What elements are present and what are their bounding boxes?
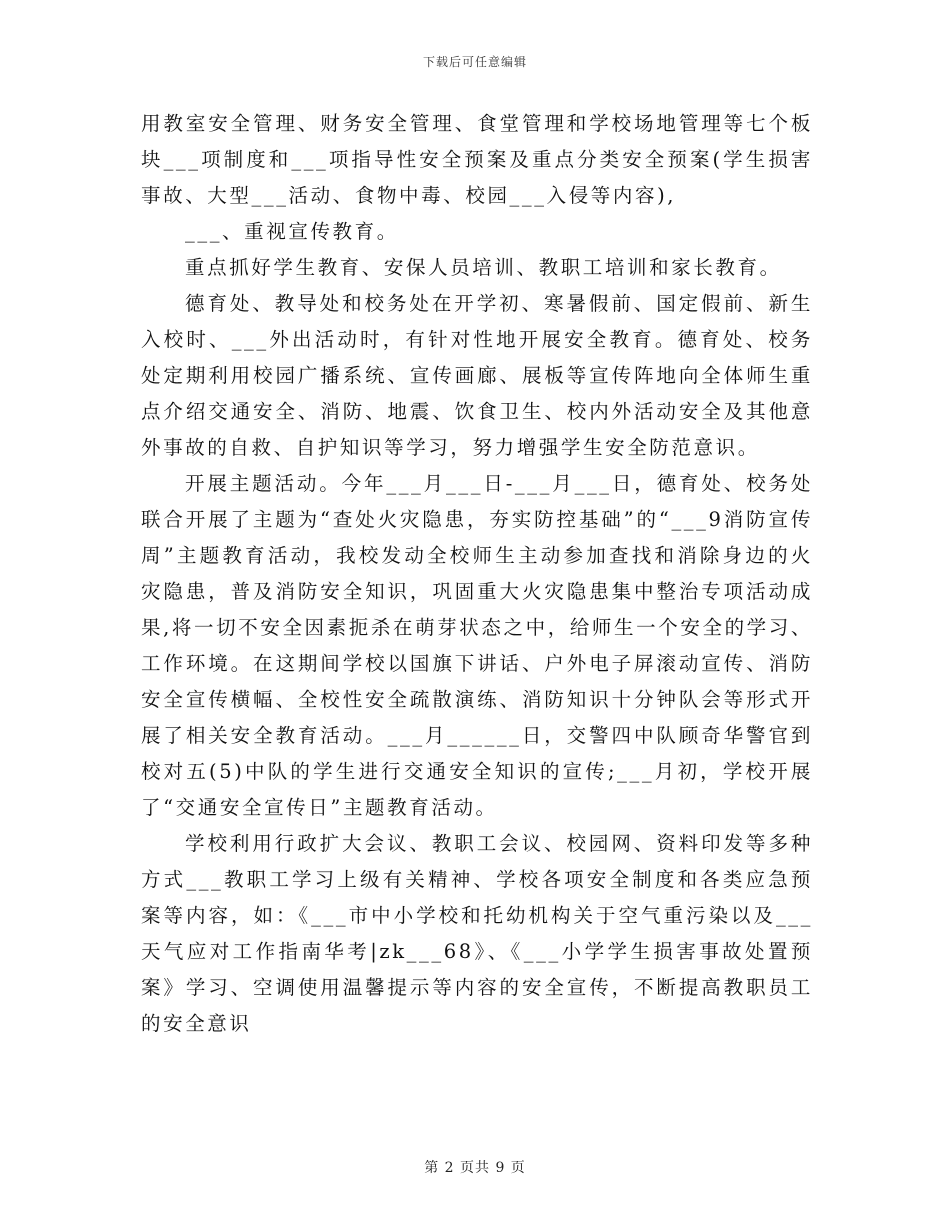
- document-body: [141, 106, 813, 1042]
- page-footer: 第 2 页共 9 页: [424, 1160, 526, 1176]
- paragraph-4: 德育处、教导处和校务处在开学初、寒暑假前、国定假前、新生入校时、___外出活动时，有针对性地开展安全教育。德育处、校务处定期利用校园广播系统、宣传画廊、展板等宣传阵地向全体师生重点介绍交通安全、消防、地震、饮食卫生、校内外活动安全及其他意外事故的自救、自护知识等学习，努力增强学生安全防范意识。: [141, 292, 813, 459]
- page-header: 下载后可任意编辑: [422, 55, 527, 69]
- paragraph-3: 重点抓好学生教育、安保人员培训、教职工培训和家长教育。: [185, 256, 782, 279]
- paragraph-1: 用教室安全管理、财务安全管理、食堂管理和学校场地管理等七个板块___项制度和___项指导性安全预案及重点分类安全预案(学生损害事故、大型___活动、食物中毒、校园___入侵等内容),: [141, 112, 813, 207]
- paragraph-6: 学校利用行政扩大会议、教职工会议、校园网、资料印发等多种方式___教职工学习上级有关精神、学校各项安全制度和各类应急预案等内容，如：《___市中小学校和托幼机构关于空气重污染以及___天气应对工作指南华考|zk___68》、《___小学学生损害事故处置预案》学习、空调使用温馨提示等内容的安全宣传，不断提高教职员工的安全意识: [141, 832, 813, 1035]
- paragraph-5: 开展主题活动。今年___月___日-___月___日，德育处、校务处联合开展了主题为“查处火灾隐患，夯实防控基础”的“___9消防宣传周”主题教育活动，我校发动全校师生主动参加查找和消除身边的火灾隐患，普及消防安全知识，巩固重大火灾隐患集中整治专项活动成果,将一切不安全因素扼杀在萌芽状态之中，给师生一个安全的学习、工作环境。在这期间学校以国旗下讲话、户外电子屏滚动宣传、消防安全宣传横幅、全校性安全疏散演练、消防知识十分钟队会等形式开展了相关安全教育活动。___月______日，交警四中队顾奇华警官到校对五(5)中队的学生进行交通安全知识的宣传;___月初，学校开展了“交通安全宣传日”主题教育活动。: [141, 472, 813, 819]
- paragraph-2: ___、重视宣传教育。: [185, 220, 399, 243]
